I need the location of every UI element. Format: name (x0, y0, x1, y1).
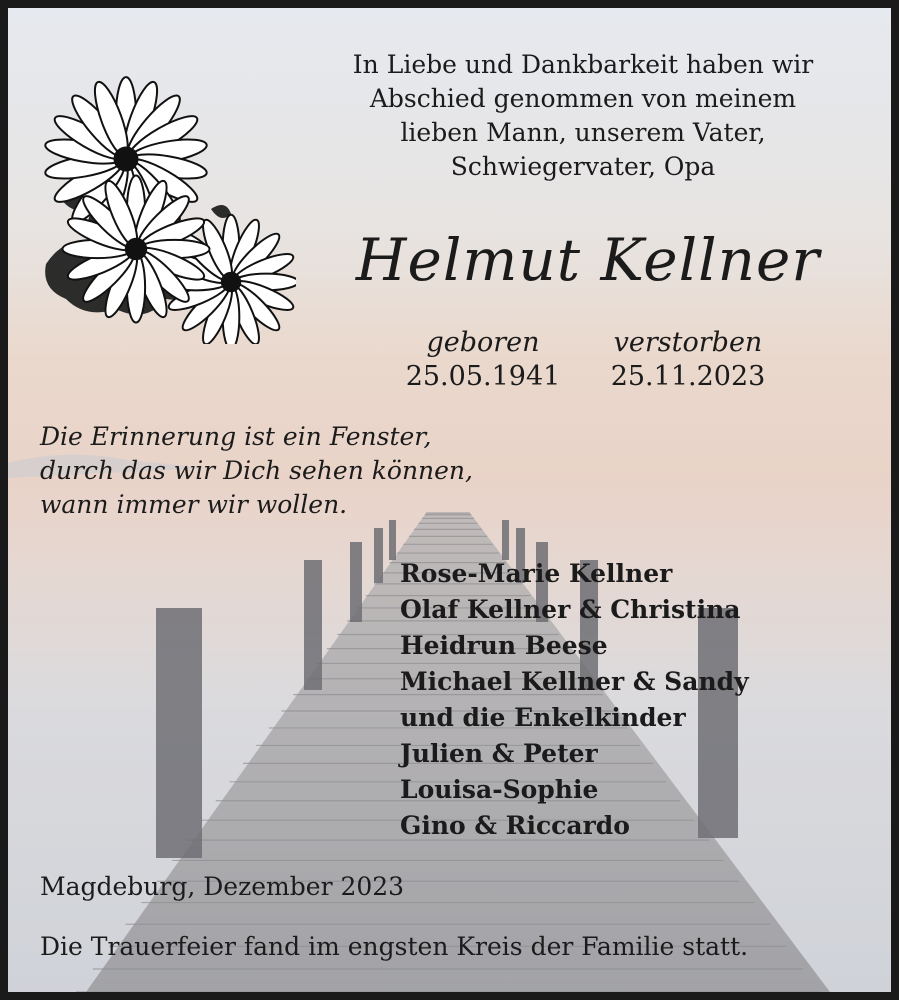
mourner-name: Louisa-Sophie (400, 775, 599, 804)
mourner-name: Michael Kellner & Sandy (400, 667, 749, 696)
intro-line: In Liebe und Dankbarkeit haben wir (352, 50, 814, 79)
mourner-name: Olaf Kellner & Christina (400, 595, 741, 624)
mourners-list (400, 556, 749, 844)
death-info (598, 326, 778, 394)
mourner-name: Heidrun Beese (400, 631, 608, 660)
died-label: verstorben (613, 327, 763, 358)
born-label: geboren (426, 327, 540, 358)
memorial-quote (40, 420, 473, 522)
daisy-flowers-icon (36, 64, 296, 344)
intro-line: lieben Mann, unserem Vater, (400, 118, 766, 147)
intro-line: Schwiegervater, Opa (450, 152, 716, 181)
mourner-name: Julien & Peter (400, 739, 598, 768)
died-date: 25.11.2023 (610, 361, 766, 392)
quote-line: wann immer wir wollen. (40, 490, 348, 519)
mourner-name: Gino & Riccardo (400, 811, 630, 840)
funeral-notice: Die Trauerfeier fand im engsten Kreis der Familie statt. (40, 932, 749, 961)
intro-text (318, 48, 848, 184)
mourner-name: Rose-Marie Kellner (400, 559, 673, 588)
deceased-name: Helmut Kellner (355, 226, 821, 294)
birth-info (398, 326, 568, 394)
intro-line: Abschied genommen von meinem (369, 84, 797, 113)
quote-line: Die Erinnerung ist ein Fenster, (40, 422, 432, 451)
born-date: 25.05.1941 (405, 361, 561, 392)
mourner-name: und die Enkelkinder (400, 703, 686, 732)
place-date: Magdeburg, Dezember 2023 (40, 872, 405, 901)
quote-line: durch das wir Dich sehen können, (40, 456, 473, 485)
